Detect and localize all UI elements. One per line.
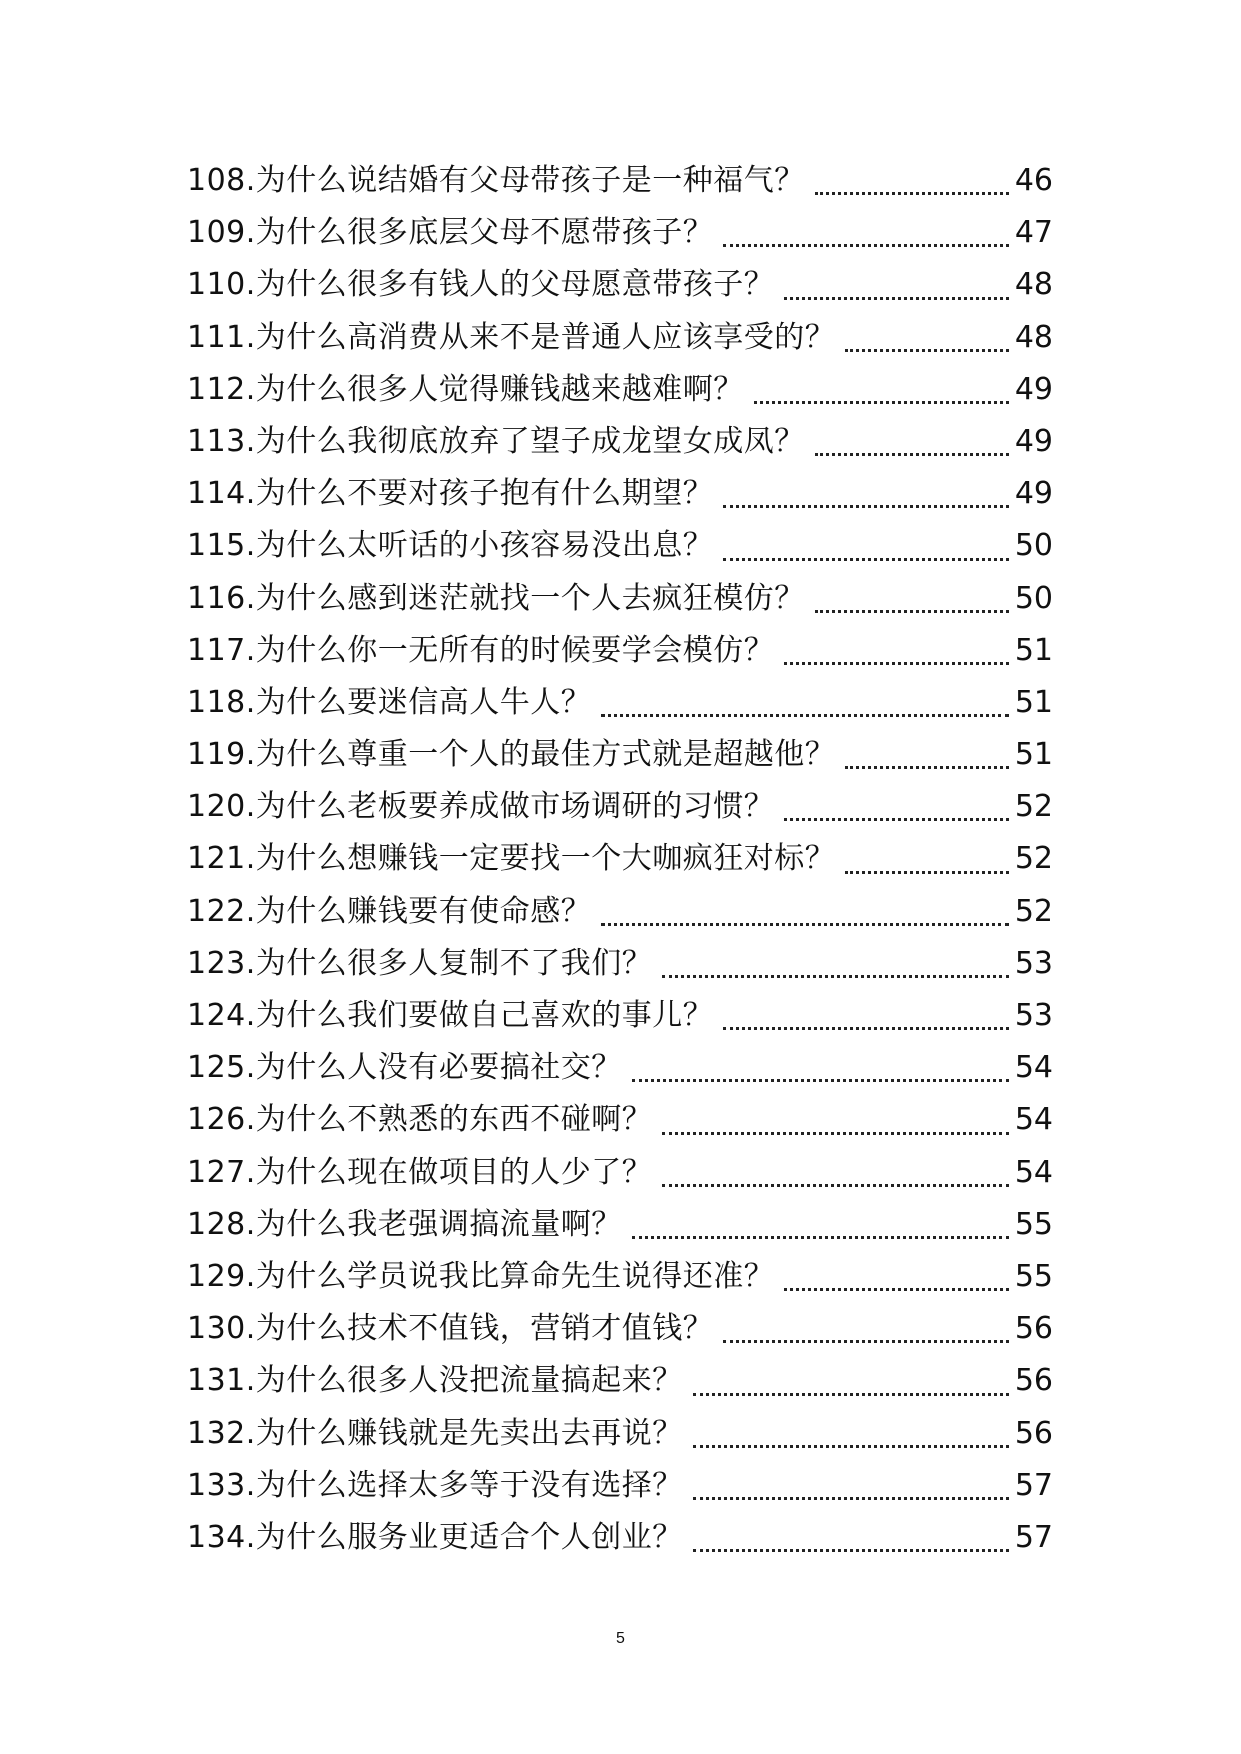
toc-entry[interactable]: [187, 312, 1053, 364]
toc-entry[interactable]: [187, 1147, 1053, 1199]
toc-entry-title: 128.为什么我老强调搞流量啊？: [187, 1206, 622, 1242]
toc-entry[interactable]: [187, 1512, 1053, 1564]
toc-entry-page: 50: [1014, 528, 1053, 564]
toc-entry-title: 110.为什么很多有钱人的父母愿意带孩子？: [187, 267, 775, 303]
toc-entry[interactable]: [187, 207, 1053, 259]
toc-entry-title: 109.为什么很多底层父母不愿带孩子？: [187, 215, 714, 251]
toc-entry-page: 53: [1014, 945, 1053, 981]
toc-dot-leader: [693, 1548, 1009, 1552]
toc-entry-title: 116.为什么感到迷茫就找一个人去疯狂模仿？: [187, 580, 805, 616]
toc-entry-page: 51: [1014, 684, 1053, 720]
toc-dot-leader: [723, 504, 1009, 508]
toc-entry[interactable]: [187, 990, 1053, 1042]
toc-entry-title: 126.为什么不熟悉的东西不碰啊？: [187, 1102, 653, 1138]
toc-entry[interactable]: [187, 364, 1053, 416]
toc-entry-page: 49: [1014, 371, 1053, 407]
toc-dot-leader: [784, 1287, 1009, 1291]
toc-entry-title: 133.为什么选择太多等于没有选择？: [187, 1467, 683, 1503]
toc-entry-title: 131.为什么很多人没把流量搞起来？: [187, 1363, 683, 1399]
toc-entry[interactable]: [187, 1199, 1053, 1251]
toc-entry-page: 47: [1014, 215, 1053, 251]
toc-dot-leader: [723, 1026, 1009, 1030]
toc-dot-leader: [632, 1235, 1009, 1239]
table-of-contents: [187, 155, 1053, 1564]
toc-entry-page: 57: [1014, 1467, 1053, 1503]
toc-entry[interactable]: [187, 938, 1053, 990]
toc-entry[interactable]: [187, 1355, 1053, 1407]
toc-entry[interactable]: [187, 155, 1053, 207]
toc-entry-page: 49: [1014, 476, 1053, 512]
toc-entry-page: 54: [1014, 1102, 1053, 1138]
toc-entry[interactable]: [187, 573, 1053, 625]
toc-entry-title: 113.为什么我彻底放弃了望子成龙望女成凤？: [187, 423, 805, 459]
toc-entry-page: 48: [1014, 319, 1053, 355]
toc-entry-page: 50: [1014, 580, 1053, 616]
toc-entry[interactable]: [187, 1408, 1053, 1460]
toc-entry-title: 117.为什么你一无所有的时候要学会模仿？: [187, 632, 775, 668]
toc-entry-page: 52: [1014, 841, 1053, 877]
toc-entry[interactable]: [187, 1094, 1053, 1146]
toc-dot-leader: [601, 713, 1009, 717]
toc-entry-title: 108.为什么说结婚有父母带孩子是一种福气？: [187, 163, 805, 198]
toc-entry-title: 121.为什么想赚钱一定要找一个大咖疯狂对标？: [187, 841, 836, 877]
toc-entry[interactable]: [187, 1251, 1053, 1303]
toc-dot-leader: [662, 974, 1009, 978]
toc-entry-title: 132.为什么赚钱就是先卖出去再说？: [187, 1415, 683, 1451]
toc-entry-title: 127.为什么现在做项目的人少了？: [187, 1154, 653, 1190]
toc-entry-page: 52: [1014, 893, 1053, 929]
toc-entry-title: 134.为什么服务业更适合个人创业？: [187, 1519, 683, 1555]
toc-entry-page: 55: [1014, 1258, 1053, 1294]
toc-entry-title: 118.为什么要迷信高人牛人？: [187, 684, 592, 720]
toc-dot-leader: [784, 817, 1009, 821]
toc-entry[interactable]: [187, 781, 1053, 833]
toc-entry-title: 111.为什么高消费从来不是普通人应该享受的？: [187, 319, 836, 355]
toc-dot-leader: [632, 1078, 1009, 1082]
toc-dot-leader: [845, 765, 1009, 769]
toc-entry[interactable]: [187, 677, 1053, 729]
toc-entry-page: 56: [1014, 1311, 1053, 1347]
toc-dot-leader: [693, 1444, 1009, 1448]
toc-dot-leader: [784, 661, 1009, 665]
toc-entry-title: 123.为什么很多人复制不了我们？: [187, 945, 653, 981]
toc-dot-leader: [754, 400, 1009, 404]
toc-entry-title: 130.为什么技术不值钱，营销才值钱？: [187, 1311, 714, 1347]
toc-entry-page: 57: [1014, 1519, 1053, 1555]
toc-dot-leader: [723, 243, 1009, 247]
toc-entry[interactable]: [187, 886, 1053, 938]
toc-entry-title: 119.为什么尊重一个人的最佳方式就是超越他？: [187, 737, 836, 773]
toc-dot-leader: [845, 870, 1009, 874]
toc-entry-title: 122.为什么赚钱要有使命感？: [187, 893, 592, 929]
toc-entry-page: 49: [1014, 423, 1053, 459]
toc-entry[interactable]: [187, 1460, 1053, 1512]
toc-dot-leader: [845, 348, 1009, 352]
toc-entry[interactable]: [187, 833, 1053, 885]
toc-entry-title: 112.为什么很多人觉得赚钱越来越难啊？: [187, 371, 744, 407]
toc-dot-leader: [815, 191, 1009, 195]
page-number: 5: [616, 1630, 625, 1647]
toc-entry-page: 54: [1014, 1154, 1053, 1190]
toc-dot-leader: [815, 452, 1009, 456]
toc-dot-leader: [662, 1131, 1009, 1135]
toc-dot-leader: [723, 557, 1009, 561]
toc-entry-title: 115.为什么太听话的小孩容易没出息？: [187, 528, 714, 564]
toc-entry[interactable]: [187, 625, 1053, 677]
toc-entry[interactable]: [187, 729, 1053, 781]
toc-entry-title: 125.为什么人没有必要搞社交？: [187, 1050, 622, 1086]
toc-entry-page: 52: [1014, 789, 1053, 825]
toc-dot-leader: [815, 609, 1009, 613]
toc-entry[interactable]: [187, 1042, 1053, 1094]
toc-dot-leader: [784, 296, 1009, 300]
toc-entry-page: 46: [1014, 163, 1053, 198]
toc-entry-page: 51: [1014, 737, 1053, 773]
toc-entry-title: 114.为什么不要对孩子抱有什么期望？: [187, 476, 714, 512]
toc-dot-leader: [723, 1339, 1009, 1343]
toc-entry-title: 124.为什么我们要做自己喜欢的事儿？: [187, 998, 714, 1033]
toc-entry[interactable]: [187, 416, 1053, 468]
toc-dot-leader: [693, 1496, 1009, 1500]
toc-dot-leader: [662, 1183, 1009, 1187]
toc-entry-title: 120.为什么老板要养成做市场调研的习惯？: [187, 789, 775, 825]
toc-dot-leader: [601, 922, 1009, 926]
toc-entry-title: 129.为什么学员说我比算命先生说得还准？: [187, 1258, 775, 1294]
toc-entry-page: 53: [1014, 998, 1053, 1033]
toc-entry-page: 55: [1014, 1206, 1053, 1242]
toc-entry-page: 54: [1014, 1050, 1053, 1086]
toc-entry-page: 56: [1014, 1363, 1053, 1399]
toc-entry-page: 56: [1014, 1415, 1053, 1451]
toc-dot-leader: [693, 1392, 1009, 1396]
toc-entry[interactable]: [187, 468, 1053, 520]
toc-entry[interactable]: [187, 259, 1053, 311]
toc-entry[interactable]: [187, 1303, 1053, 1355]
toc-entry-page: 51: [1014, 632, 1053, 668]
toc-entry-page: 48: [1014, 267, 1053, 303]
toc-entry[interactable]: [187, 520, 1053, 572]
